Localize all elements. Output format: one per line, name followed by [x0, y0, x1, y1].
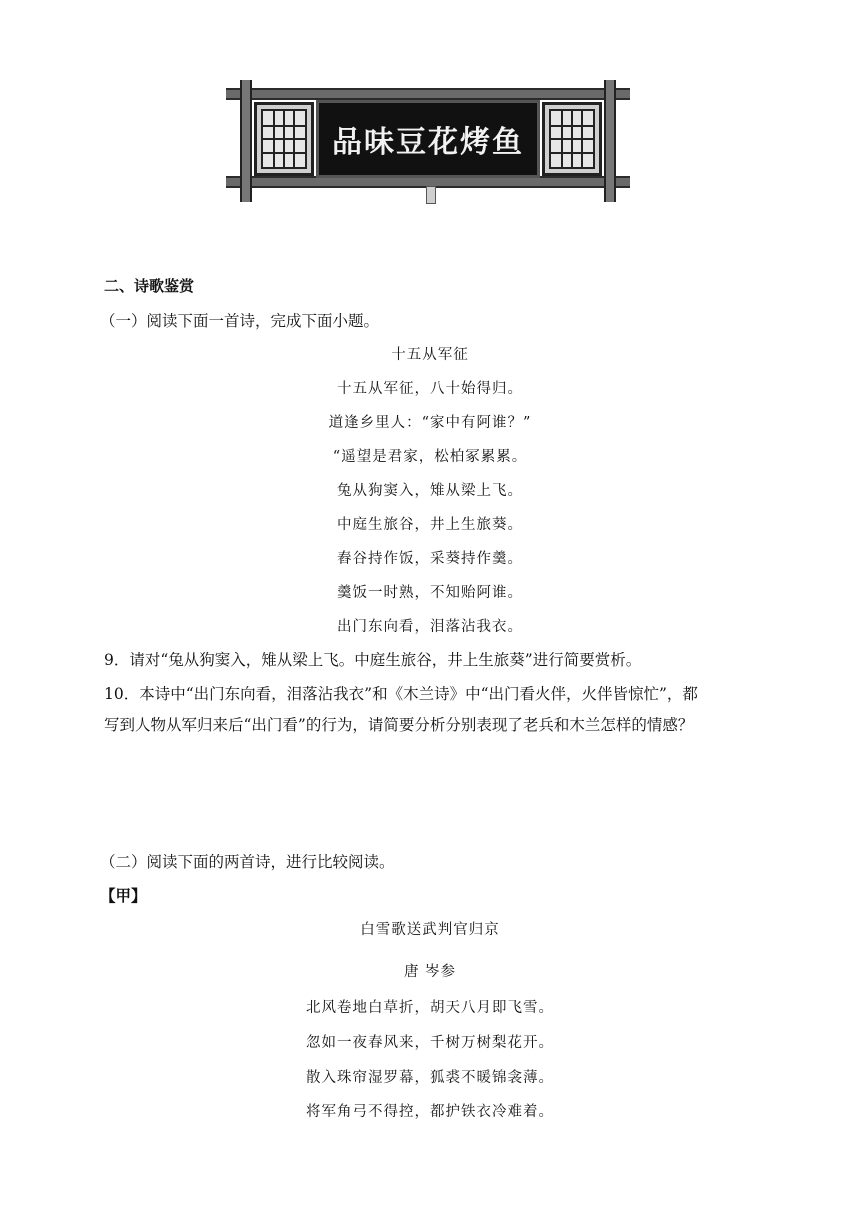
poem2-author: 唐 岑参 — [403, 964, 457, 980]
banner-left-post — [240, 80, 252, 202]
poem1-line: 兔从狗窦入，雉从梁上飞。 — [337, 483, 523, 499]
poem1-line: 道逢乡里人：“家中有阿谁？” — [328, 415, 532, 431]
poem2-line: 将军角弓不得控，都护铁衣冷难着。 — [306, 1104, 554, 1120]
banner-top-beam — [226, 88, 630, 100]
poem1-line: 出门东向看，泪落沾我衣。 — [337, 619, 523, 635]
part2-intro: （二）阅读下面的两首诗，进行比较阅读。 — [100, 853, 395, 871]
poem1-line: 中庭生旅谷，井上生旅葵。 — [337, 517, 523, 533]
poem2-line: 北风卷地白草折，胡天八月即飞雪。 — [306, 1000, 554, 1016]
poem1-line: 十五从军征，八十始得归。 — [337, 381, 523, 397]
banner-leg — [426, 186, 436, 204]
part1-intro: （一）阅读下面一首诗，完成下面小题。 — [100, 312, 380, 330]
poem2-line: 散入珠帘湿罗幕，狐裘不暖锦衾薄。 — [306, 1070, 554, 1086]
banner-title: 品味豆花烤鱼 — [332, 125, 524, 160]
banner-left-lattice — [254, 102, 314, 176]
banner-right-post — [604, 80, 616, 202]
banner-sign — [316, 100, 540, 178]
section-heading: 二、诗歌鉴赏 — [104, 277, 195, 295]
poem1-line: 舂谷持作饭，采葵持作羹。 — [337, 551, 523, 567]
question-9: 9．请对“兔从狗窦入，雉从梁上飞。中庭生旅谷，井上生旅葵”进行简要赏析。 — [104, 651, 642, 669]
banner-right-lattice — [542, 102, 602, 176]
poem1-line: “遥望是君家，松柏冢累累。 — [332, 449, 528, 465]
question-10-line1: 10．本诗中“出门东向看，泪落沾我衣”和《木兰诗》中“出门看火伴，火伴皆惊忙”，都 — [104, 685, 698, 703]
poem2-line: 忽如一夜春风来，千树万树梨花开。 — [306, 1035, 554, 1051]
banner-image — [226, 80, 630, 202]
poem2-title: 白雪歌送武判官归京 — [360, 922, 500, 938]
part2-label: 【甲】 — [100, 887, 147, 905]
poem1-title: 十五从军征 — [391, 347, 469, 363]
poem1-line: 羹饭一时熟，不知贻阿谁。 — [337, 585, 523, 601]
question-10-line2: 写到人物从军归来后“出门看”的行为，请简要分析分别表现了老兵和木兰怎样的情感？ — [104, 716, 694, 734]
